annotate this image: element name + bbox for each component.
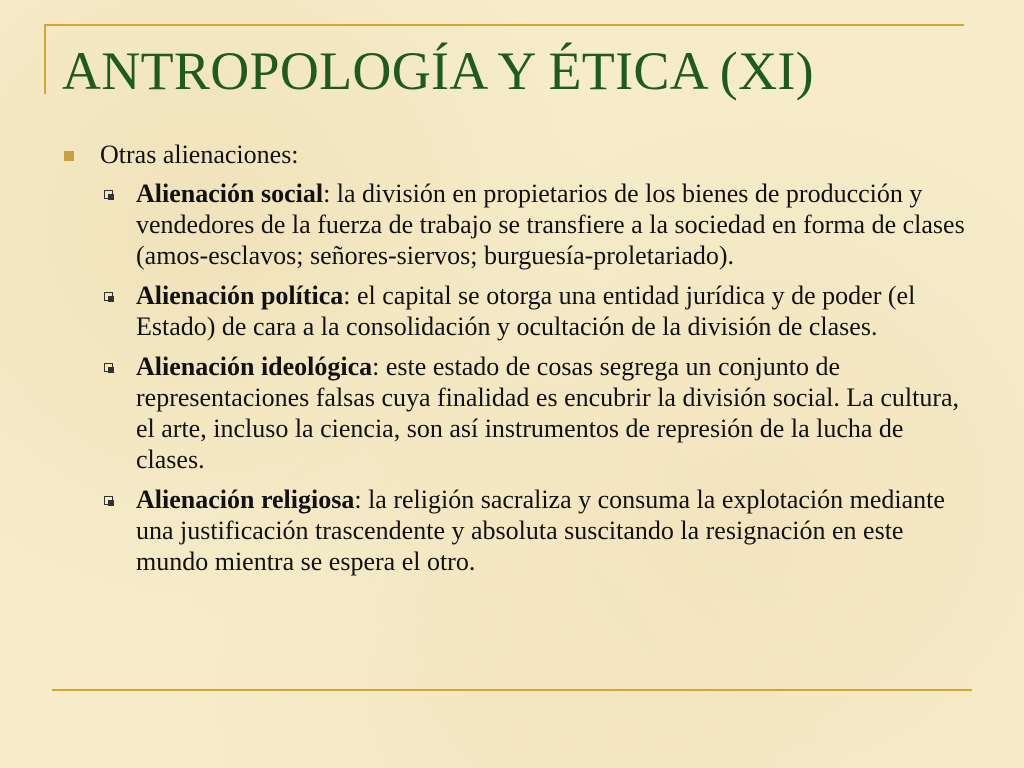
sub-bullet-religiosa bbox=[100, 484, 969, 577]
frame-top-line bbox=[44, 24, 964, 26]
sub-bullet-politica bbox=[100, 280, 969, 342]
desc-religiosa: : la religión sacraliza y consuma la explotación mediante una justificación trascendente y absoluta suscitando la resignación en este mundo mientra se espera el otro. bbox=[136, 485, 945, 576]
box-bullet-icon bbox=[104, 363, 113, 372]
term-social: Alienación social bbox=[136, 179, 324, 208]
slide-title: ANTROPOLOGÍA Y ÉTICA (XI) bbox=[62, 41, 814, 101]
main-bullet-text: Otras alienaciones: bbox=[100, 140, 299, 169]
box-bullet-icon bbox=[104, 292, 113, 301]
sub-bullet-list bbox=[100, 178, 969, 577]
slide-content bbox=[64, 140, 969, 586]
term-ideologica: Alienación ideológica bbox=[136, 352, 373, 381]
term-politica: Alienación política bbox=[136, 281, 344, 310]
sub-bullet-ideologica bbox=[100, 351, 969, 475]
term-religiosa: Alienación religiosa bbox=[136, 485, 355, 514]
box-bullet-icon bbox=[104, 496, 113, 505]
frame-left-line bbox=[44, 24, 46, 94]
square-bullet-icon bbox=[64, 151, 74, 161]
box-bullet-icon bbox=[104, 190, 113, 199]
desc-politica: : el capital se otorga una entidad jurídica y de poder (el Estado) de cara a la consolidación y ocultación de la división de clases. bbox=[136, 281, 916, 341]
main-bullet bbox=[64, 140, 969, 170]
desc-social: : la división en propietarios de los bienes de producción y vendedores de la fuerza de trabajo se transfiere a la sociedad en forma de clases (amos-esclavos; señores-siervos; burguesía-proletariado). bbox=[136, 179, 965, 270]
sub-bullet-social bbox=[100, 178, 969, 271]
desc-ideologica: : este estado de cosas segrega un conjunto de representaciones falsas cuya finalidad es encubrir la división social. La cultura, el arte, incluso la ciencia, son así instrumentos de represión de la lucha de clases. bbox=[136, 352, 960, 474]
frame-bottom-line bbox=[52, 689, 972, 691]
